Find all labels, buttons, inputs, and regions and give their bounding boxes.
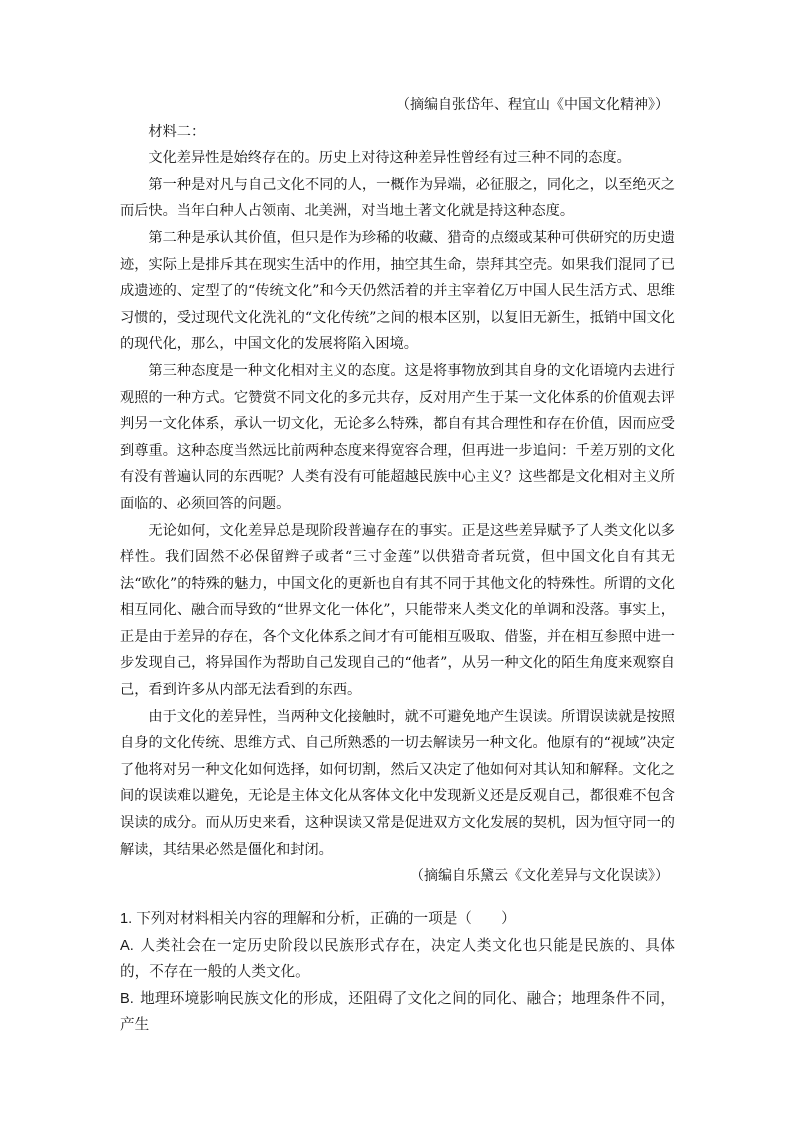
material2-paragraph: 第二种是承认其价值，但只是作为珍稀的收藏、猎奇的点缀或某种可供研究的历史遗迹，实际上是排斥其在现实生活中的作用，抽空其生命，崇拜其空壳。如果我们混同了已成遗迹的、定型了的“传统文化”和今天仍然活着的并主宰着亿万中国人民生活方式、思维习惯的，受过现代文化洗礼的“文化传统”之间的根本区别，以复旧无新生，抵销中国文化的现代化，那么，中国文化的发展将陷入困境。 [120, 229, 675, 353]
question-stem: 1. 下列对材料相关内容的理解和分析，正确的一项是（ ） [120, 911, 516, 927]
reading-material [120, 92, 675, 890]
question-option-a [120, 933, 675, 986]
question-option-b [120, 986, 675, 1039]
material2-paragraph: 第三种态度是一种文化相对主义的态度。这是将事物放到其自身的文化语境内去进行观照的一种方式。它赞赏不同文化的多元共存，反对用产生于某一文化体系的价值观去评判另一文化体系，承认一切文化，无论多么特殊，都自有其合理性和存在价值，因而应受到尊重。这种态度当然远比前两种态度来得宽容合理，但再进一步追问：千差万别的文化有没有普遍认同的东西呢？人类有没有可能超越民族中心主义？这些都是文化相对主义所面临的、必须回答的问题。 [120, 362, 675, 512]
material2-source: （摘编自乐黛云《文化差异与文化误读》） [410, 868, 669, 885]
material2-paragraph: 文化差异性是始终存在的。历史上对待这种差异性曾经有过三种不同的态度。 [148, 150, 631, 167]
material2-paragraph: 第一种是对凡与自己文化不同的人，一概作为异端，必征服之，同化之，以至绝灭之而后快。当年白种人占领南、北美洲，对当地土著文化就是持这种态度。 [120, 176, 675, 220]
option-letter: A. [120, 937, 134, 954]
option-text: 人类社会在一定历史阶段以民族形式存在，决定人类文化也只能是民族的、具体的，不存在一般的人类文化。 [120, 937, 675, 981]
material1-source: （摘编自张岱年、程宜山《中国文化精神》） [396, 97, 669, 113]
option-text: 地理环境影响民族文化的形成，还阻碍了文化之间的同化、融合；地理条件不同，产生 [120, 990, 675, 1034]
material2-paragraph: 无论如何，文化差异总是现阶段普遍存在的事实。正是这些差异赋予了人类文化以多样性。我们固然不必保留辫子或者“三寸金莲”以供猎奇者玩赏，但中国文化自有其无法“欧化”的特殊的魅力，中国文化的更新也自有其不同于其他文化的特殊性。所谓的文化相互同化、融合而导致的“世界文化一体化”，只能带来人类文化的单调和没落。事实上，正是由于差异的存在，各个文化体系之间才有可能相互吸取、借鉴，并在相互参照中进一步发现自己，将异国作为帮助自己发现自己的“他者”，从另一种文化的陌生角度来观察自己，看到许多从内部无法看到的东西。 [120, 522, 675, 699]
question-block [120, 906, 675, 1039]
option-letter: B. [120, 990, 134, 1007]
material2-paragraph: 由于文化的差异性，当两种文化接触时，就不可避免地产生误读。所谓误读就是按照自身的文化传统、思维方式、自己所熟悉的一切去解读另一种文化。他原有的“视域”决定了他将对另一种文化如何选择，如何切割，然后又决定了他如何对其认知和解释。文化之间的误读难以避免，无论是主体文化从客体文化中发现新义还是反观自己，都很难不包含误读的成分。而从历史来看，这种误读又常是促进双方文化发展的契机，因为恒守同一的解读，其结果必然是僵化和封闭。 [120, 708, 675, 858]
material2-label: 材料二： [148, 123, 206, 140]
